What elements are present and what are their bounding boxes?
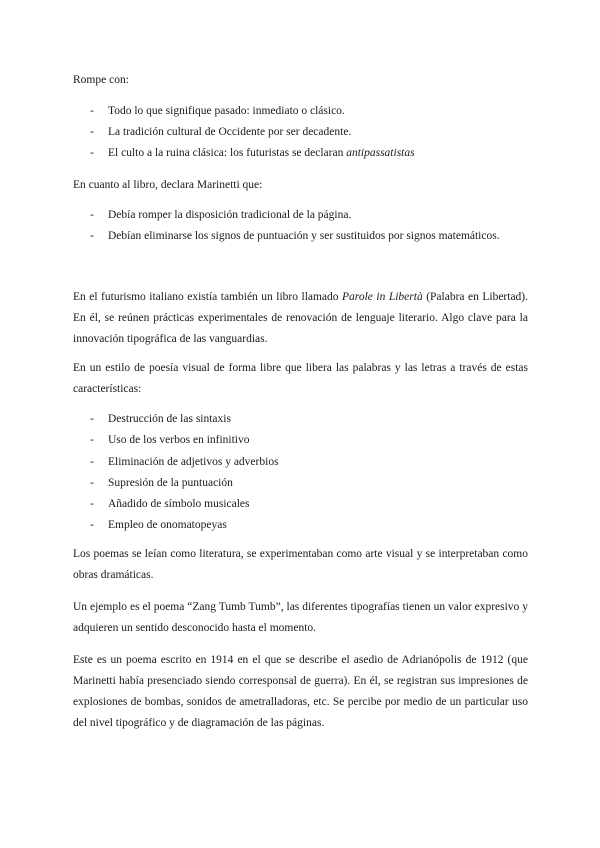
paragraph-poems: Los poemas se leían como literatura, se experimentaban como arte visual y se interpretaban como obras dramáticas. (73, 548, 528, 581)
list-item-italic: antipassatistas (346, 147, 415, 159)
list-item-text: Eliminación de adjetivos y adverbios (108, 456, 279, 468)
list-item-text: Todo lo que signifique pasado: inmediato o clásico. (108, 105, 345, 117)
list-item (90, 228, 530, 245)
list-item (90, 411, 530, 428)
book-intro-line: En cuanto al libro, declara Marinetti que: (73, 179, 263, 191)
list-dash: - (90, 209, 94, 221)
paragraph-parole (73, 287, 528, 350)
list-dash: - (90, 230, 94, 242)
list-dash: - (90, 477, 94, 489)
list-dash: - (90, 105, 94, 117)
list-item (90, 454, 530, 471)
list-item-text: Empleo de onomatopeyas (108, 519, 227, 531)
list-item-text: Debían eliminarse los signos de puntuación y ser sustituidos por signos matemáticos. (108, 230, 500, 242)
list-dash: - (90, 413, 94, 425)
list-dash: - (90, 456, 94, 468)
list-dash: - (90, 519, 94, 531)
paragraph-visual-poetry: En un estilo de poesía visual de forma libre que libera las palabras y las letras a través de estas características: (73, 362, 528, 395)
paragraph-zang-tumb-tumb: Un ejemplo es el poema “Zang Tumb Tumb”, las diferentes tipografías tienen un valor expresivo y adquieren un sentido desconocido hasta el momento. (73, 601, 528, 634)
list-item-text: Uso de los verbos en infinitivo (108, 434, 250, 446)
list-item-text: La tradición cultural de Occidente por ser decadente. (108, 126, 352, 138)
paragraph-text: En el futurismo italiano existía también un libro llamado (73, 291, 343, 303)
paragraph-adrianopolis: Este es un poema escrito en 1914 en el que se describe el asedio de Adrianópolis de 1912 (que Marinetti había presenciado siendo corresponsal de guerra). En él, se registran sus impresiones de explosiones de bombas, sonidos de ametralladoras, etc. Se percibe por medio de un particular uso del nivel tipográfico y de diagramación de las páginas. (73, 654, 528, 729)
list-item (90, 475, 530, 492)
list-item (90, 124, 530, 141)
list-dash: - (90, 434, 94, 446)
list-item-text: Destrucción de las sintaxis (108, 413, 231, 425)
list-item-text: Supresión de la puntuación (108, 477, 233, 489)
list-item (90, 145, 530, 162)
list-dash: - (90, 147, 94, 159)
list-item-text: El culto a la ruina clásica: los futuristas se declaran (108, 147, 347, 159)
book-title-italic: Parole in Libertà (342, 291, 423, 303)
list-item (90, 207, 530, 224)
list-item (90, 103, 530, 120)
list-item-text: Debía romper la disposición tradicional de la página. (108, 209, 352, 221)
list-dash: - (90, 126, 94, 138)
list-dash: - (90, 498, 94, 510)
list-item (90, 517, 530, 534)
list-item-text: Añadido de símbolo musicales (108, 498, 250, 510)
intro-line: Rompe con: (73, 74, 129, 86)
list-item (90, 432, 530, 449)
paragraph-text: (Palabra en Libertad). En él, se reúnen prácticas experimentales de renovación de lenguaje literario. Algo clave para la innovación tipográfica de las vanguardias. (73, 291, 529, 345)
list-item (90, 496, 530, 513)
